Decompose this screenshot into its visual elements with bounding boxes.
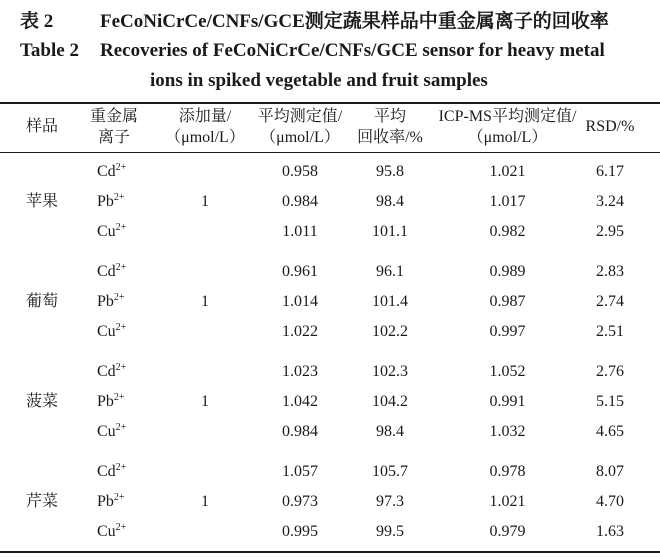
ion-symbol: Cd <box>97 163 116 180</box>
icpms-cell: 0.997 <box>489 323 526 340</box>
ion-cell <box>97 422 126 442</box>
icpms-cell: 0.982 <box>489 223 526 240</box>
recovery-cell: 105.7 <box>372 463 408 480</box>
recovery-cell: 95.8 <box>376 163 404 180</box>
found-cell: 1.057 <box>282 463 318 480</box>
ion-charge: 2+ <box>115 522 127 533</box>
recovery-cell: 98.4 <box>376 193 404 210</box>
ion-cell <box>97 362 126 382</box>
ion-charge: 2+ <box>115 162 127 173</box>
recovery-cell: 102.3 <box>372 363 408 380</box>
found-cell: 1.022 <box>282 323 318 340</box>
header-ion-line2: 离子 <box>97 129 130 146</box>
header-sample-line1: 样品 <box>25 118 58 135</box>
ion-cell <box>97 162 126 182</box>
ion-symbol: Cu <box>97 323 116 340</box>
caption-en-label: Table 2 <box>20 40 79 61</box>
rsd-cell: 8.07 <box>596 463 624 480</box>
found-cell: 0.973 <box>282 493 318 510</box>
rsd-cell: 2.51 <box>596 323 624 340</box>
found-cell: 1.014 <box>282 293 318 310</box>
icpms-cell: 0.979 <box>489 523 526 540</box>
header-found-line1: 平均测定值/ <box>257 108 343 125</box>
table-header-rule <box>0 152 660 153</box>
icpms-cell: 0.989 <box>489 263 526 280</box>
icpms-cell: 1.052 <box>489 363 526 380</box>
icpms-cell: 0.978 <box>489 463 526 480</box>
header-found <box>250 106 350 148</box>
found-cell: 1.042 <box>282 393 318 410</box>
ion-charge: 2+ <box>113 492 125 503</box>
caption-cn-label: 表 2 <box>20 11 54 32</box>
ion-charge: 2+ <box>115 322 127 333</box>
icpms-cell: 1.021 <box>489 493 526 510</box>
ion-symbol: Pb <box>97 193 114 210</box>
recovery-cell: 97.3 <box>376 493 404 510</box>
rsd-cell: 2.76 <box>596 363 624 380</box>
ion-symbol: Pb <box>97 493 114 510</box>
header-icpms-line1: ICP-MS平均测定值/ <box>438 108 577 125</box>
ion-cell <box>97 262 126 282</box>
sample-name: 菠菜 <box>25 393 58 410</box>
found-cell: 1.011 <box>282 223 318 240</box>
caption-en-title-line2: ions in spiked vegetable and fruit samples <box>150 70 488 91</box>
ion-symbol: Cd <box>97 263 116 280</box>
caption-en <box>0 40 660 70</box>
ion-symbol: Cd <box>97 363 116 380</box>
icpms-cell: 1.032 <box>489 423 526 440</box>
ion-cell <box>97 192 125 212</box>
recovery-cell: 96.1 <box>376 263 404 280</box>
caption-en-title-line1: Recoveries of FeCoNiCrCe/CNFs/GCE sensor for heavy metal <box>100 40 605 61</box>
header-added-line2: （μmol/L） <box>165 129 245 146</box>
header-found-line2: （μmol/L） <box>260 129 340 146</box>
sample-name: 苹果 <box>25 193 58 210</box>
header-recovery <box>350 106 430 148</box>
ion-charge: 2+ <box>113 192 125 203</box>
ion-charge: 2+ <box>115 462 127 473</box>
added-amount: 1 <box>201 193 209 210</box>
caption-cn <box>0 6 660 36</box>
ion-cell <box>97 462 126 482</box>
recovery-cell: 99.5 <box>376 523 404 540</box>
ion-cell <box>97 292 125 312</box>
rsd-cell: 1.63 <box>596 523 624 540</box>
header-added-line1: 添加量/ <box>178 108 232 125</box>
added-amount: 1 <box>201 393 209 410</box>
rsd-cell: 2.83 <box>596 263 624 280</box>
ion-charge: 2+ <box>115 262 127 273</box>
found-cell: 0.958 <box>282 163 318 180</box>
rsd-cell: 2.74 <box>596 293 624 310</box>
ion-symbol: Pb <box>97 293 114 310</box>
header-recovery-line2: 回收率/% <box>357 129 423 146</box>
header-rsd <box>580 116 640 137</box>
ion-charge: 2+ <box>113 292 125 303</box>
ion-symbol: Pb <box>97 393 114 410</box>
recovery-cell: 98.4 <box>376 423 404 440</box>
rsd-cell: 2.95 <box>596 223 624 240</box>
icpms-cell: 0.991 <box>489 393 526 410</box>
recovery-cell: 104.2 <box>372 393 408 410</box>
header-added <box>160 106 250 148</box>
found-cell: 1.023 <box>282 363 318 380</box>
header-recovery-line1: 平均 <box>373 108 406 125</box>
ion-symbol: Cu <box>97 523 116 540</box>
added-amount: 1 <box>201 293 209 310</box>
ion-symbol: Cu <box>97 223 116 240</box>
table-bottom-rule <box>0 551 660 553</box>
found-cell: 0.984 <box>282 423 318 440</box>
added-amount: 1 <box>201 493 209 510</box>
table-top-rule <box>0 102 660 104</box>
found-cell: 0.961 <box>282 263 318 280</box>
ion-cell <box>97 492 125 512</box>
recovery-cell: 101.1 <box>372 223 408 240</box>
ion-cell <box>97 522 126 542</box>
recovery-cell: 102.2 <box>372 323 408 340</box>
caption-en-continued <box>0 70 660 100</box>
ion-cell <box>97 392 125 412</box>
header-sample <box>20 116 64 137</box>
sample-name: 葡萄 <box>25 293 58 310</box>
icpms-cell: 1.017 <box>489 193 526 210</box>
ion-cell <box>97 322 126 342</box>
header-ion <box>82 106 146 148</box>
icpms-cell: 1.021 <box>489 163 526 180</box>
rsd-cell: 4.70 <box>596 493 624 510</box>
ion-symbol: Cu <box>97 423 116 440</box>
rsd-cell: 6.17 <box>596 163 624 180</box>
header-ion-line1: 重金属 <box>89 108 138 125</box>
found-cell: 0.995 <box>282 523 318 540</box>
ion-charge: 2+ <box>115 222 127 233</box>
icpms-cell: 0.987 <box>489 293 526 310</box>
rsd-cell: 3.24 <box>596 193 624 210</box>
rsd-cell: 5.15 <box>596 393 624 410</box>
sample-name: 芹菜 <box>25 493 58 510</box>
header-icpms <box>425 106 590 148</box>
ion-symbol: Cd <box>97 463 116 480</box>
caption-cn-title: FeCoNiCrCe/CNFs/GCE测定蔬果样品中重金属离子的回收率 <box>100 11 609 32</box>
ion-cell <box>97 222 126 242</box>
ion-charge: 2+ <box>113 392 125 403</box>
header-rsd-line1: RSD/% <box>585 118 635 135</box>
header-icpms-line2: （μmol/L） <box>467 129 548 146</box>
found-cell: 0.984 <box>282 193 318 210</box>
ion-charge: 2+ <box>115 422 127 433</box>
ion-charge: 2+ <box>115 362 127 373</box>
recovery-cell: 101.4 <box>372 293 408 310</box>
rsd-cell: 4.65 <box>596 423 624 440</box>
